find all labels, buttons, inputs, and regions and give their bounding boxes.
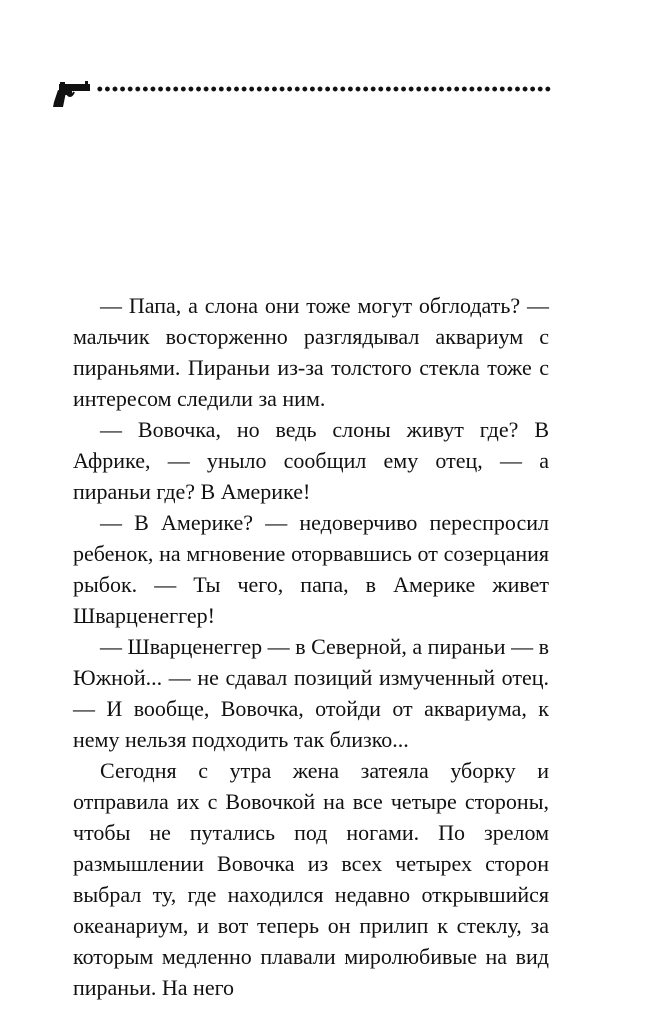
paragraph: — Вовочка, но ведь слоны живут где? В Африке, — уныло сообщил ему отец, — а пираньи где? В Америке!: [73, 417, 549, 504]
paragraph: — Шварценеггер — в Северной, а пираньи — в Южной... — не сдавал позиций измученный отец. — И вообще, Вовочка, отойди от аквариума, к нему нельзя подходить так близко...: [73, 634, 549, 752]
paragraph: — В Америке? — недоверчиво переспросил ребенок, на мгновение оторвавшись от созерцания рыбок. — Ты чего, папа, в Америке живет Шварценеггер!: [73, 510, 549, 628]
revolver-icon: [52, 76, 92, 110]
paragraph: — Папа, а слона они тоже могут обглодать? — мальчик восторженно разглядывал аквариум с пираньями. Пираньи из-за толстого стекла тоже с интересом следили за ним.: [73, 293, 549, 411]
dotted-rule: [96, 86, 551, 92]
header-ornament: [52, 76, 552, 110]
paragraph: Сегодня с утра жена затеяла уборку и отправила их с Вовочкой на все четыре стороны, чтобы не путались под ногами. По зрелом размышлении Вовочка из всех четырех сторон выбрал ту, где находился недавно открывшийся океанариум, и вот теперь он прилип к стеклу, за которым медленно плавали миролюбивые на вид пираньи. На него: [73, 758, 549, 1000]
text-body: [73, 290, 549, 1003]
